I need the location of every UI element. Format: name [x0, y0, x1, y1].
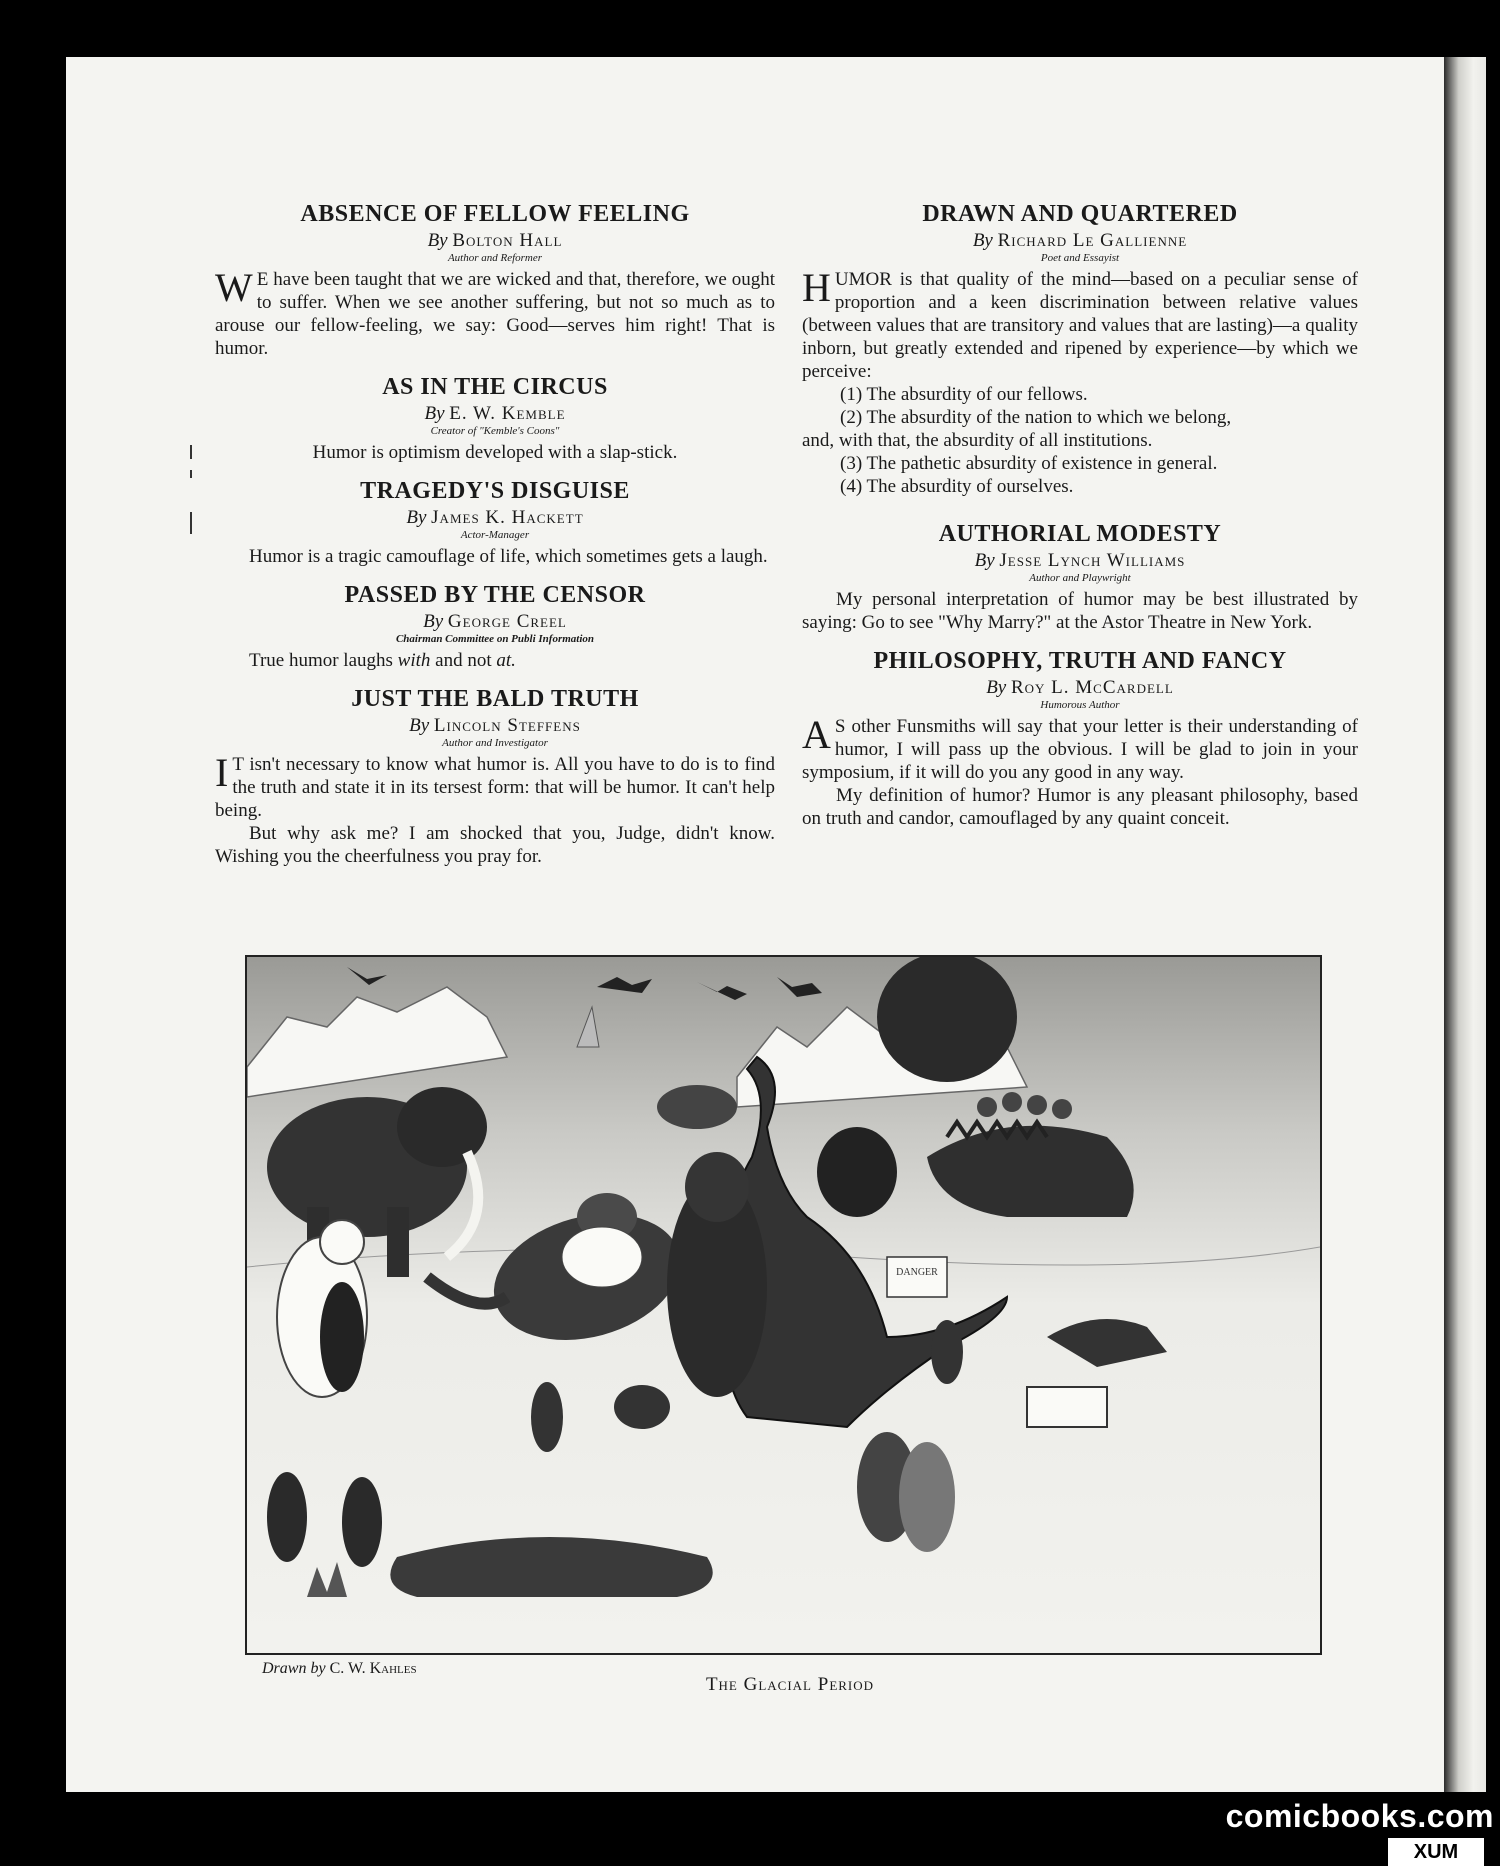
author-name: James K. Hackett	[431, 507, 584, 528]
danger-sign: DANGER	[896, 1267, 938, 1278]
facing-page-edge	[1444, 57, 1486, 1792]
article-tragedys-disguise	[215, 477, 775, 568]
article-passed-by-the-censor	[215, 581, 775, 672]
margin-tick	[190, 512, 192, 534]
article-title: JUST THE BALD TRUTH	[351, 686, 639, 712]
illustration-credit: Drawn by C. W. Kahles	[262, 1660, 417, 1677]
byline: By Richard Le Gallienne	[972, 230, 1188, 251]
article-title: AS IN THE CIRCUS	[382, 374, 608, 400]
article-philosophy-truth-and-fancy	[802, 647, 1358, 830]
byline: By Jesse Lynch Williams	[974, 550, 1186, 571]
author-name: Roy L. McCardell	[1010, 677, 1174, 698]
byline: By Bolton Hall	[427, 230, 563, 251]
author-role: Actor-Manager	[460, 529, 530, 541]
drop-cap: H	[802, 265, 831, 310]
author-role: Creator of "Kemble's Coons"	[430, 425, 560, 437]
author-role: Humorous Author	[1040, 699, 1120, 711]
article-title: DRAWN AND QUARTERED	[922, 201, 1238, 227]
list-item: (4) The absurdity of ourselves.	[840, 476, 1074, 497]
glacial-period-cartoon	[245, 955, 1322, 1655]
article-text: S other Funsmiths will say that your letter is their understanding of humor, I will pass up the obvious. I will be glad to join in your symposium, if it will do you any good in any way.	[802, 716, 1358, 783]
drop-cap: W	[215, 265, 253, 310]
article-drawn-and-quartered	[802, 200, 1358, 498]
article-absence-of-fellow-feeling	[215, 200, 775, 360]
byline: By Roy L. McCardell	[986, 677, 1174, 698]
article-title: TRAGEDY'S DISGUISE	[360, 478, 630, 504]
byline: By E. W. Kemble	[424, 403, 566, 424]
article-text: My definition of humor? Humor is any pleasant philosophy, based on truth and candor, camouflaged by any quaint conceit.	[802, 785, 1358, 829]
author-name: E. W. Kemble	[449, 403, 566, 424]
article-text: E have been taught that we are wicked and that, therefore, we ought to suffer. When we see another suffering, but not so much as to arouse our fellow-feeling, we say: Good—serves him right! That is humor.	[215, 269, 775, 359]
author-name: Jesse Lynch Williams	[999, 550, 1186, 571]
list-item: (3) The pathetic absurdity of existence in general.	[840, 453, 1218, 474]
author-name: George Creel	[447, 611, 567, 632]
article-title: PHILOSOPHY, TRUTH AND FANCY	[873, 648, 1287, 674]
margin-tick	[190, 445, 192, 459]
list-item-continued: and, with that, the absurdity of all institutions.	[802, 430, 1153, 451]
article-text: But why ask me? I am shocked that you, Judge, didn't know. Wishing you the cheerfulness you pray for.	[215, 823, 775, 867]
watermark-badge: XUM	[1388, 1838, 1484, 1866]
article-text: My personal interpretation of humor may be best illustrated by saying: Go to see "Why Marry?" at the Astor Theatre in New York.	[802, 589, 1358, 633]
drop-cap: I	[215, 750, 229, 795]
margin-tick	[190, 470, 192, 478]
author-name: Lincoln Steffens	[433, 715, 581, 736]
article-text: T isn't necessary to know what humor is. All you have to do is to find the truth and state it in its tersest form: that will be humor. It can't help being.	[215, 754, 775, 821]
cartoon-drawing	[247, 957, 1320, 1653]
article-just-the-bald-truth	[215, 685, 775, 868]
byline: By James K. Hackett	[406, 507, 584, 528]
article-title: ABSENCE OF FELLOW FEELING	[300, 201, 690, 227]
author-role: Author and Playwright	[1029, 572, 1131, 584]
author-role: Poet and Essayist	[1040, 252, 1120, 264]
author-name: Bolton Hall	[452, 230, 563, 251]
author-role: Author and Investigator	[442, 737, 548, 749]
byline: By George Creel	[423, 611, 567, 632]
site-watermark: comicbooks.com	[1225, 1798, 1494, 1834]
author-role: Chairman Committee on Publi Information	[395, 633, 595, 645]
illustration-title: The Glacial Period	[705, 1674, 875, 1695]
article-text: Humor is optimism developed with a slap-stick.	[312, 442, 678, 463]
article-text: Humor is a tragic camouflage of life, which sometimes gets a laugh.	[249, 546, 768, 567]
left-column	[215, 200, 775, 881]
article-as-in-the-circus	[215, 373, 775, 464]
author-name: Richard Le Gallienne	[997, 230, 1188, 251]
list-item: (2) The absurdity of the nation to which we belong,	[840, 407, 1232, 428]
article-text: True humor laughs with and not at.	[249, 650, 516, 671]
right-column	[802, 200, 1358, 843]
article-title: AUTHORIAL MODESTY	[938, 521, 1222, 547]
article-title: PASSED BY THE CENSOR	[344, 582, 646, 608]
byline: By Lincoln Steffens	[409, 715, 581, 736]
drop-cap: A	[802, 712, 831, 757]
list-item: (1) The absurdity of our fellows.	[840, 384, 1088, 405]
article-text: UMOR is that quality of the mind—based on a peculiar sense of proportion and a keen discrimination between relative values (between values that are transitory and values that are lasting)—a quality inborn, but greatly extended and ripened by experience—by which we perceive:	[802, 269, 1358, 382]
author-role: Author and Reformer	[447, 252, 543, 264]
article-authorial-modesty	[802, 520, 1358, 634]
